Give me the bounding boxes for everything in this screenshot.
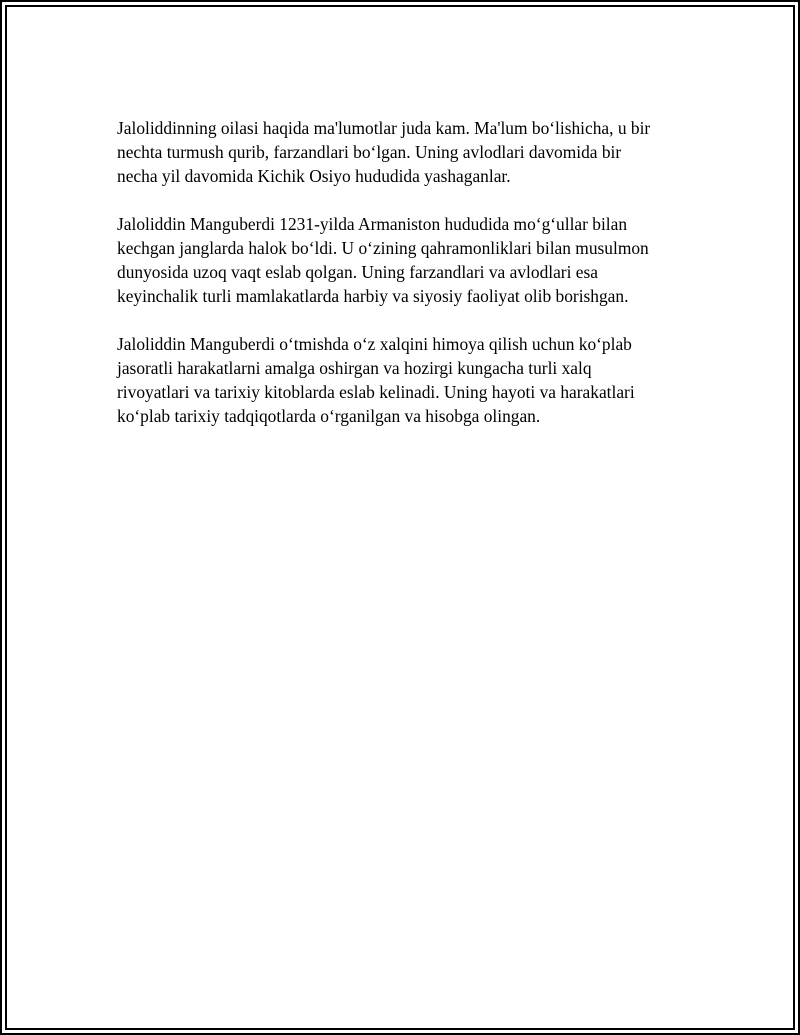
paragraph-family-info [117, 116, 707, 188]
text-line: rivoyatlari va tarixiy kitoblarda eslab kelinadi. Uning hayoti va harakatlari [117, 382, 635, 402]
text-line: kechgan janglarda halok bo‘ldi. U o‘zining qahramonliklari bilan musulmon [117, 238, 649, 258]
text-line: keyinchalik turli mamlakatlarda harbiy va siyosiy faoliyat olib borishgan. [117, 286, 629, 306]
text-line: Jaloliddinning oilasi haqida ma'lumotlar juda kam. Ma'lum bo‘lishicha, u bir [117, 118, 651, 138]
paragraph-death-1231 [117, 212, 707, 308]
text-line: necha yil davomida Kichik Osiyo hududida yashaganlar. [117, 166, 511, 186]
text-line: Jaloliddin Manguberdi 1231-yilda Armaniston hududida mo‘g‘ullar bilan [117, 214, 628, 234]
text-line: dunyosida uzoq vaqt eslab qolgan. Uning farzandlari va avlodlari esa [117, 262, 598, 282]
text-line: ko‘plab tarixiy tadqiqotlarda o‘rganilgan va hisobga olingan. [117, 406, 541, 426]
text-line: jasoratli harakatlarni amalga oshirgan va hozirgi kungacha turli xalq [117, 358, 592, 378]
text-line: Jaloliddin Manguberdi o‘tmishda o‘z xalqini himoya qilish uchun ko‘plab [117, 334, 632, 354]
paragraph-legacy [117, 332, 707, 428]
document-body [117, 116, 707, 452]
text-line: nechta turmush qurib, farzandlari bo‘lgan. Uning avlodlari davomida bir [117, 142, 622, 162]
